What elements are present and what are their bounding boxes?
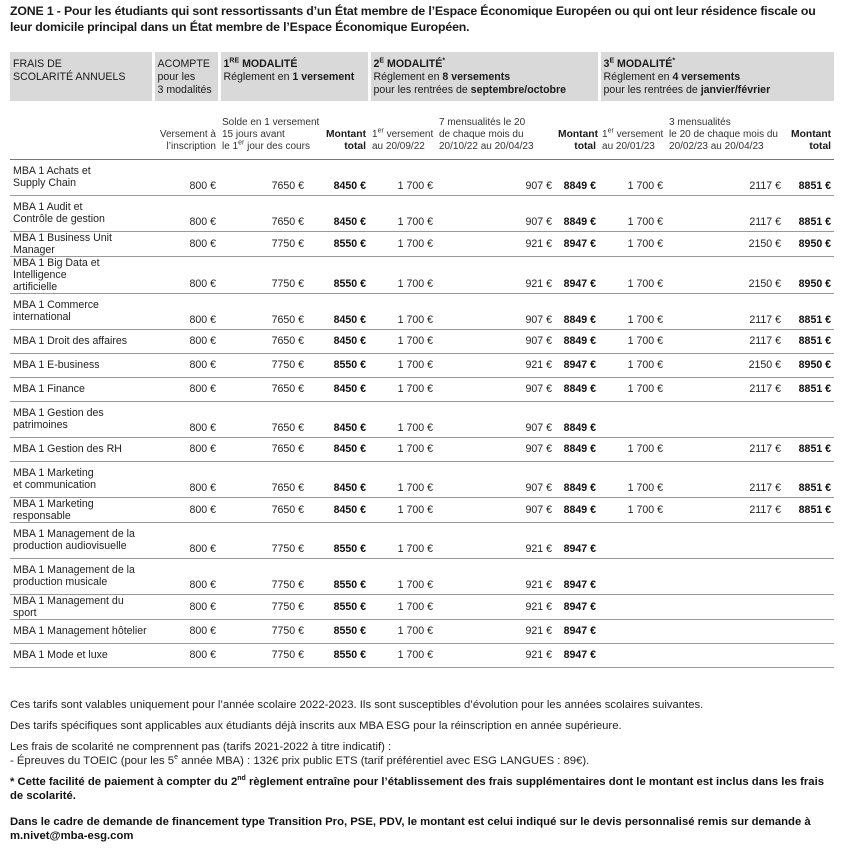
cell-m3a: 1 700 € (599, 353, 666, 377)
cell-m2a: 1 700 € (369, 558, 436, 594)
cell-m3a: 1 700 € (599, 256, 666, 293)
cell-m2a: 1 700 € (369, 461, 436, 497)
cell-m3a: 1 700 € (599, 293, 666, 329)
cell-acompte: 800 € (153, 619, 219, 643)
program-name: MBA 1 Commerce international (10, 293, 153, 329)
subheader-solde: Solde en 1 versement 15 jours avant le 1er jour des cours (219, 101, 307, 159)
cell-total3: 8950 € (784, 353, 834, 377)
cell-total2: 8947 € (555, 522, 599, 558)
cell-m3b: 2117 € (666, 461, 784, 497)
cell-total1: 8550 € (307, 558, 369, 594)
cell-m3a: 1 700 € (599, 195, 666, 231)
cell-m2a: 1 700 € (369, 195, 436, 231)
cell-solde: 7650 € (219, 329, 307, 353)
cell-acompte: 800 € (153, 401, 219, 437)
cell-m3a: 1 700 € (599, 231, 666, 256)
cell-acompte: 800 € (153, 353, 219, 377)
cell-total3: 8851 € (784, 329, 834, 353)
cell-m3b: 2117 € (666, 437, 784, 461)
cell-m2b: 907 € (436, 377, 555, 401)
cell-m2b: 907 € (436, 195, 555, 231)
header-row (10, 52, 834, 101)
cell-m3b (666, 558, 784, 594)
cell-total2: 8947 € (555, 353, 599, 377)
cell-total1: 8550 € (307, 353, 369, 377)
program-name: MBA 1 Management hôtelier (10, 619, 153, 643)
subheader-montant-1: Montant total (307, 101, 369, 159)
cell-acompte: 800 € (153, 497, 219, 522)
cell-acompte: 800 € (153, 437, 219, 461)
cell-m3a: 1 700 € (599, 497, 666, 522)
zone-title: ZONE 1 - Pour les étudiants qui sont ressortissants d’un État membre de l’Espace Économique Européen ou qui ont leur résidence fiscale ou leur domicile principal dans un État membre de l’Espace Économique Européen. (10, 4, 816, 34)
cell-total3: 8851 € (784, 461, 834, 497)
cell-total2: 8849 € (555, 159, 599, 195)
cell-m2a: 1 700 € (369, 159, 436, 195)
table-row (10, 437, 834, 461)
cell-acompte: 800 € (153, 594, 219, 619)
cell-solde: 7750 € (219, 594, 307, 619)
subheader-row (10, 101, 834, 159)
cell-m3a: 1 700 € (599, 329, 666, 353)
program-name: MBA 1 Gestion des patrimoines (10, 401, 153, 437)
footer-payment-note: * Cette facilité de paiement à compter du 2nd règlement entraîne pour l’établissement des frais supplémentaires dont le montant est inclus dans les frais de scolarité. (10, 775, 825, 802)
cell-total2: 8849 € (555, 195, 599, 231)
cell-total2: 8849 € (555, 293, 599, 329)
cell-total3 (784, 522, 834, 558)
cell-m2b: 921 € (436, 619, 555, 643)
program-name: MBA 1 Business Unit Manager (10, 231, 153, 256)
cell-m3a (599, 594, 666, 619)
subheader-m2-monthly: 7 mensualités le 20 de chaque mois du 20/10/22 au 20/04/23 (436, 101, 555, 159)
footer-exclusions: Les frais de scolarité ne comprennent pas (tarifs 2021-2022 à titre indicatif) : - Épreuves du TOEIC (pour les 5e année MBA) : 132€ prix public ETS (tarif préférentiel avec ESG LANGUES : 89€). (10, 741, 590, 767)
cell-total1: 8550 € (307, 643, 369, 667)
cell-solde: 7750 € (219, 643, 307, 667)
cell-acompte: 800 € (153, 159, 219, 195)
cell-total3: 8851 € (784, 195, 834, 231)
cell-m3a: 1 700 € (599, 437, 666, 461)
table-row (10, 401, 834, 437)
cell-total3: 8851 € (784, 159, 834, 195)
cell-m2b: 907 € (436, 293, 555, 329)
table-row (10, 159, 834, 195)
footer-reinscription: Des tarifs spécifiques sont applicables aux étudiants déjà inscrits aux MBA ESG pour la réinscription en année supérieure. (10, 720, 622, 732)
cell-m2b: 921 € (436, 643, 555, 667)
cell-m3b: 2117 € (666, 159, 784, 195)
cell-m2b: 907 € (436, 497, 555, 522)
cell-total1: 8450 € (307, 401, 369, 437)
cell-total2: 8947 € (555, 558, 599, 594)
cell-solde: 7650 € (219, 497, 307, 522)
cell-m3b (666, 619, 784, 643)
cell-m2a: 1 700 € (369, 643, 436, 667)
cell-solde: 7650 € (219, 401, 307, 437)
footer-validity: Ces tarifs sont valables uniquement pour l’année scolaire 2022-2023. Ils sont susceptibles d’évolution pour les années scolaires suivantes. (10, 699, 704, 711)
cell-m3a (599, 522, 666, 558)
table-row (10, 461, 834, 497)
program-name: MBA 1 Droit des affaires (10, 329, 153, 353)
cell-m3b (666, 643, 784, 667)
cell-acompte: 800 € (153, 256, 219, 293)
cell-m2b: 907 € (436, 437, 555, 461)
cell-solde: 7750 € (219, 231, 307, 256)
table-row (10, 619, 834, 643)
cell-m3a: 1 700 € (599, 461, 666, 497)
program-name: MBA 1 Finance (10, 377, 153, 401)
cell-m2a: 1 700 € (369, 401, 436, 437)
cell-total1: 8450 € (307, 159, 369, 195)
cell-total1: 8450 € (307, 377, 369, 401)
cell-m2a: 1 700 € (369, 377, 436, 401)
cell-m2a: 1 700 € (369, 329, 436, 353)
cell-m3a (599, 643, 666, 667)
footer-financing-note: Dans le cadre de demande de financement type Transition Pro, PSE, PDV, le montant est celui indiqué sur le devis personnalisé remis sur demande à m.nivet@mba-esg.com (10, 816, 811, 842)
cell-m3b: 2117 € (666, 497, 784, 522)
program-name: MBA 1 Management de la production musicale (10, 558, 153, 594)
subheader-m3-first: 1er versement au 20/01/23 (599, 101, 666, 159)
cell-m3a (599, 401, 666, 437)
subheader-montant-3: Montant total (784, 101, 834, 159)
cell-total3: 8851 € (784, 497, 834, 522)
cell-m3a: 1 700 € (599, 159, 666, 195)
cell-total2: 8947 € (555, 619, 599, 643)
cell-solde: 7750 € (219, 558, 307, 594)
table-body (10, 159, 834, 667)
cell-total2: 8849 € (555, 497, 599, 522)
subheader-m2-first: 1er versement au 20/09/22 (369, 101, 436, 159)
cell-m3b (666, 401, 784, 437)
cell-solde: 7750 € (219, 619, 307, 643)
cell-total3 (784, 401, 834, 437)
cell-total3: 8851 € (784, 377, 834, 401)
header-modalite-3: $3^E$ MODALITÉ* Réglement en 4 versements pour les rentrées de janvier/février (599, 52, 834, 101)
cell-acompte: 800 € (153, 643, 219, 667)
cell-total1: 8450 € (307, 437, 369, 461)
cell-total3: 8950 € (784, 256, 834, 293)
table-row (10, 522, 834, 558)
cell-m3b: 2117 € (666, 195, 784, 231)
cell-m2b: 921 € (436, 594, 555, 619)
table-row (10, 377, 834, 401)
cell-m3a (599, 558, 666, 594)
cell-m3b: 2150 € (666, 256, 784, 293)
subheader-montant-2: Montant total (555, 101, 599, 159)
cell-total2: 8849 € (555, 461, 599, 497)
cell-total1: 8550 € (307, 619, 369, 643)
table-row (10, 643, 834, 667)
program-name: MBA 1 Achats et Supply Chain (10, 159, 153, 195)
cell-m3b: 2150 € (666, 231, 784, 256)
table-row (10, 329, 834, 353)
cell-m2b: 907 € (436, 401, 555, 437)
cell-acompte: 800 € (153, 461, 219, 497)
program-name: MBA 1 Marketing et communication (10, 461, 153, 497)
cell-total1: 8450 € (307, 195, 369, 231)
cell-total1: 8550 € (307, 594, 369, 619)
cell-m2b: 907 € (436, 461, 555, 497)
program-name: MBA 1 Management du sport (10, 594, 153, 619)
cell-total2: 8849 € (555, 437, 599, 461)
cell-m3b (666, 522, 784, 558)
cell-m3b (666, 594, 784, 619)
cell-m2a: 1 700 € (369, 522, 436, 558)
cell-total2: 8849 € (555, 401, 599, 437)
table-row (10, 497, 834, 522)
subheader-empty (10, 101, 153, 159)
cell-acompte: 800 € (153, 293, 219, 329)
cell-solde: 7750 € (219, 522, 307, 558)
cell-m2a: 1 700 € (369, 231, 436, 256)
cell-total3: 8851 € (784, 437, 834, 461)
program-name: MBA 1 Big Data et Intelligence artificielle (10, 256, 153, 293)
cell-solde: 7650 € (219, 377, 307, 401)
cell-acompte: 800 € (153, 329, 219, 353)
table-row (10, 293, 834, 329)
cell-solde: 7750 € (219, 353, 307, 377)
cell-m2a: 1 700 € (369, 353, 436, 377)
cell-m2a: 1 700 € (369, 293, 436, 329)
table-row (10, 256, 834, 293)
cell-total3: 8950 € (784, 231, 834, 256)
cell-acompte: 800 € (153, 195, 219, 231)
table-row (10, 231, 834, 256)
subheader-m3-monthly: 3 mensualités le 20 de chaque mois du 20/02/23 au 20/04/23 (666, 101, 784, 159)
cell-total1: 8550 € (307, 231, 369, 256)
cell-solde: 7750 € (219, 256, 307, 293)
cell-solde: 7650 € (219, 437, 307, 461)
cell-total1: 8450 € (307, 461, 369, 497)
cell-m2b: 921 € (436, 353, 555, 377)
cell-m3b: 2117 € (666, 329, 784, 353)
header-modalite-1: 1RE MODALITÉ Réglement en 1 versement (219, 52, 369, 101)
cell-acompte: 800 € (153, 522, 219, 558)
cell-total3 (784, 619, 834, 643)
table-row (10, 594, 834, 619)
cell-m2a: 1 700 € (369, 619, 436, 643)
cell-m2b: 907 € (436, 159, 555, 195)
cell-solde: 7650 € (219, 293, 307, 329)
cell-total2: 8947 € (555, 256, 599, 293)
table-row (10, 195, 834, 231)
cell-m2b: 907 € (436, 329, 555, 353)
program-name: MBA 1 E-business (10, 353, 153, 377)
cell-total2: 8947 € (555, 643, 599, 667)
cell-total3 (784, 558, 834, 594)
cell-m3a: 1 700 € (599, 377, 666, 401)
cell-total1: 8450 € (307, 293, 369, 329)
cell-total1: 8450 € (307, 497, 369, 522)
table-row (10, 558, 834, 594)
cell-m2b: 921 € (436, 256, 555, 293)
cell-m3b: 2150 € (666, 353, 784, 377)
cell-total1: 8450 € (307, 329, 369, 353)
cell-acompte: 800 € (153, 231, 219, 256)
program-name: MBA 1 Gestion des RH (10, 437, 153, 461)
header-modalite-2: $2^E$ MODALITÉ* Réglement en 8 versements pour les rentrées de septembre/octobre (369, 52, 599, 101)
cell-m2b: 921 € (436, 522, 555, 558)
cell-m2a: 1 700 € (369, 497, 436, 522)
subheader-acompte: Versement à l’inscription (153, 101, 219, 159)
cell-total2: 8947 € (555, 594, 599, 619)
cell-total1: 8550 € (307, 256, 369, 293)
cell-total1: 8550 € (307, 522, 369, 558)
program-name: MBA 1 Management de la production audiovisuelle (10, 522, 153, 558)
cell-m2a: 1 700 € (369, 256, 436, 293)
cell-total3 (784, 594, 834, 619)
cell-total3: 8851 € (784, 293, 834, 329)
cell-solde: 7650 € (219, 461, 307, 497)
cell-total2: 8947 € (555, 231, 599, 256)
table-row (10, 353, 834, 377)
cell-solde: 7650 € (219, 195, 307, 231)
cell-m2b: 921 € (436, 231, 555, 256)
cell-m3a (599, 619, 666, 643)
program-name: MBA 1 Audit et Contrôle de gestion (10, 195, 153, 231)
cell-acompte: 800 € (153, 558, 219, 594)
tuition-fees-table (10, 52, 834, 668)
cell-m2a: 1 700 € (369, 437, 436, 461)
program-name: MBA 1 Marketing responsable (10, 497, 153, 522)
cell-m3b: 2117 € (666, 377, 784, 401)
header-frais: FRAIS DE SCOLARITÉ ANNUELS (10, 52, 153, 101)
cell-solde: 7650 € (219, 159, 307, 195)
cell-total2: 8849 € (555, 377, 599, 401)
cell-acompte: 800 € (153, 377, 219, 401)
cell-m2a: 1 700 € (369, 594, 436, 619)
cell-m2b: 921 € (436, 558, 555, 594)
header-acompte: ACOMPTE pour les 3 modalités (153, 52, 219, 101)
cell-total3 (784, 643, 834, 667)
program-name: MBA 1 Mode et luxe (10, 643, 153, 667)
cell-total2: 8849 € (555, 329, 599, 353)
cell-m3b: 2117 € (666, 293, 784, 329)
